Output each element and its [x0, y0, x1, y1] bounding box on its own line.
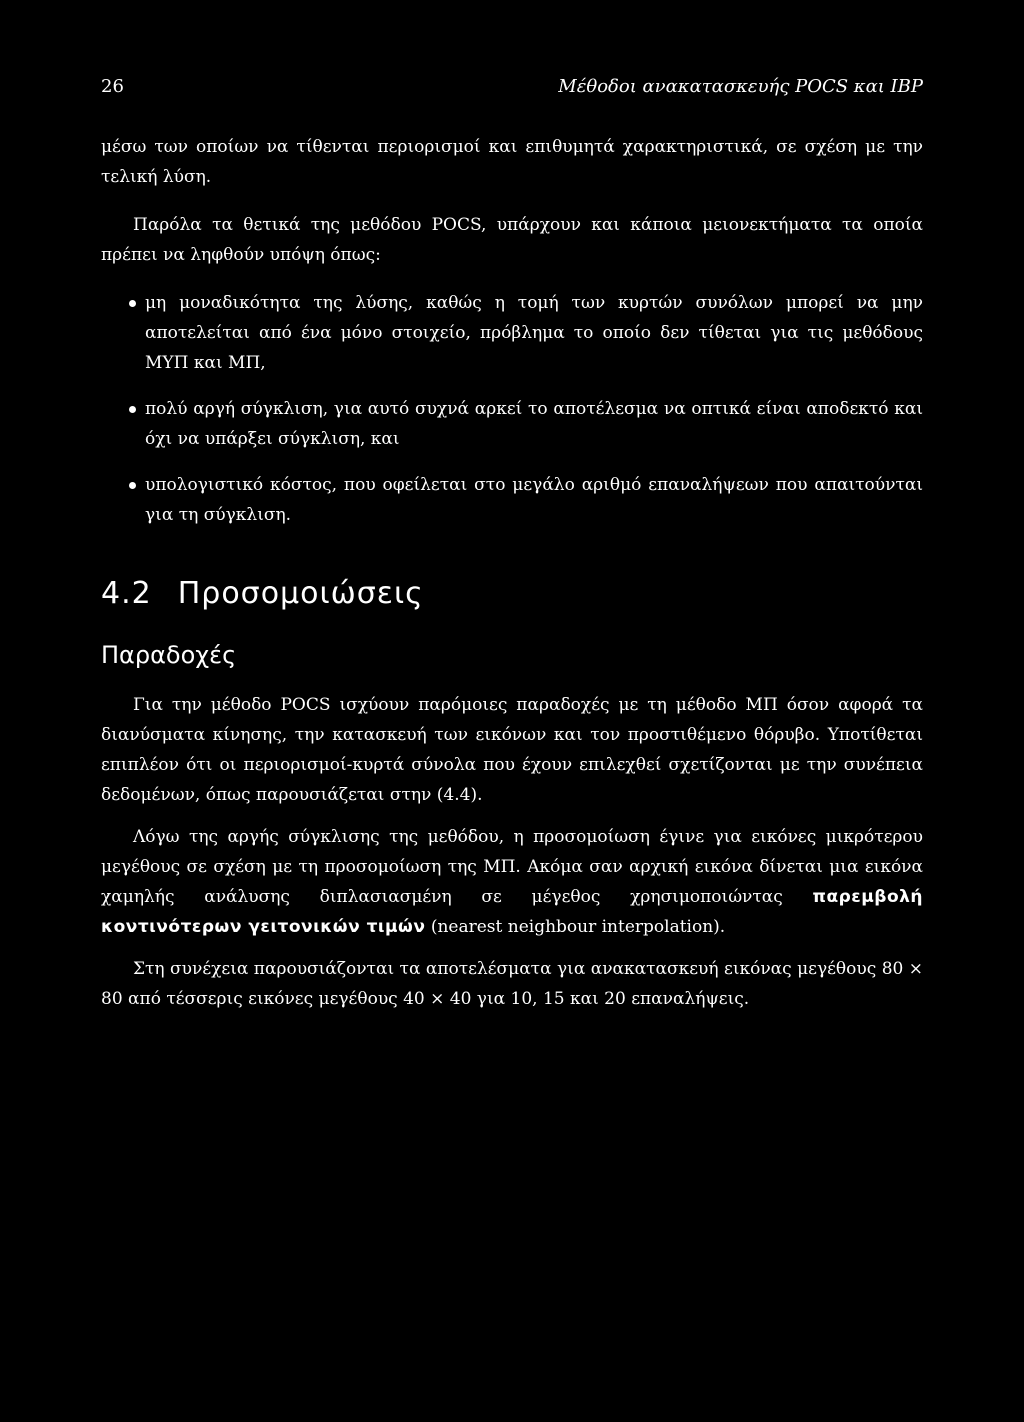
section-title: Προσομοιώσεις: [177, 576, 424, 611]
bullet-icon: [129, 406, 136, 413]
section-number: 4.2: [101, 576, 152, 611]
paragraph-drawbacks-intro: Παρόλα τα θετικά της μεθόδου POCS, υπάρχουν και κάποια μειονεκτήματα τα οποία πρέπει να ληφθούν υπόψη όπως:: [101, 215, 923, 265]
bullet-icon: [129, 482, 136, 489]
list-item: [101, 394, 923, 454]
list-item-text: πολύ αργή σύγκλιση, για αυτό συχνά αρκεί το αποτέλεσμα να οπτικά είναι αποδεκτό και όχι να υπάρξει σύγκλιση, και: [145, 399, 923, 449]
paragraph-assumptions: Για την μέθοδο POCS ισχύουν παρόμοιες παραδοχές με τη μέθοδο ΜΠ όσον αφορά τα διανύσματα κίνησης, την κατασκευή των εικόνων και τον προστιθέμενο θόρυβο. Υποτίθεται επιπλέον ότι οι περιορισμοί-κυρτά σύνολα που έχουν επιλεχθεί σχετίζονται με την συνέπεια δεδομένων, όπως παρουσιάζεται στην (4.4).: [101, 695, 923, 805]
paragraph-text: Λόγω της αργής σύγκλισης της μεθόδου, η προσομοίωση έγινε για εικόνες μικρότερου μεγέθους σε σχέση με τη προσομοίωση της ΜΠ. Ακόμα σαν αρχική εικόνα δίνεται μια εικόνα χαμηλής ανάλυσης διπλασιασμένη σε μέγεθος χρησιμοποιώντας: [101, 827, 923, 907]
running-title: Μέθοδοι ανακατασκευής POCS και IBP: [558, 76, 923, 97]
section-heading: [101, 574, 923, 614]
page-body: [101, 132, 923, 1014]
list-item: [101, 288, 923, 378]
paragraph-simulation-setup: [101, 822, 923, 942]
paragraph-continuation: μέσω των οποίων να τίθενται περιορισμοί και επιθυμητά χαρακτηριστικά, σε σχέση με την τελική λύση.: [101, 137, 923, 187]
list-item-text: υπολογιστικό κόστος, που οφείλεται στο μεγάλο αριθμό επαναλήψεων που απαιτούνται για τη σύγκλιση.: [145, 475, 923, 525]
list-item-text: μη μοναδικότητα της λύσης, καθώς η τομή των κυρτών συνόλων μπορεί να μην αποτελείται από ένα μόνο στοιχείο, πρόβλημα το οποίο δεν τίθεται για τις μεθόδους ΜΥΠ και ΜΠ,: [145, 293, 923, 373]
drawbacks-list: [101, 288, 923, 530]
page-number: 26: [101, 76, 124, 97]
emphasized-term: παρεμβολή κοντινότερων γειτονικών τιμών: [101, 887, 923, 937]
list-item: [101, 470, 923, 530]
subsection-heading: Παραδοχές: [101, 641, 237, 669]
paragraph-results-intro: Στη συνέχεια παρουσιάζονται τα αποτελέσματα για ανακατασκευή εικόνας μεγέθους 80 × 80 από τέσσερις εικόνες μεγέθους 40 × 40 για 10, 15 και 20 επαναλήψεις.: [101, 959, 923, 1009]
paragraph-text: (nearest neighbour interpolation).: [425, 917, 726, 937]
page-header: [101, 76, 923, 106]
bullet-icon: [129, 300, 136, 307]
